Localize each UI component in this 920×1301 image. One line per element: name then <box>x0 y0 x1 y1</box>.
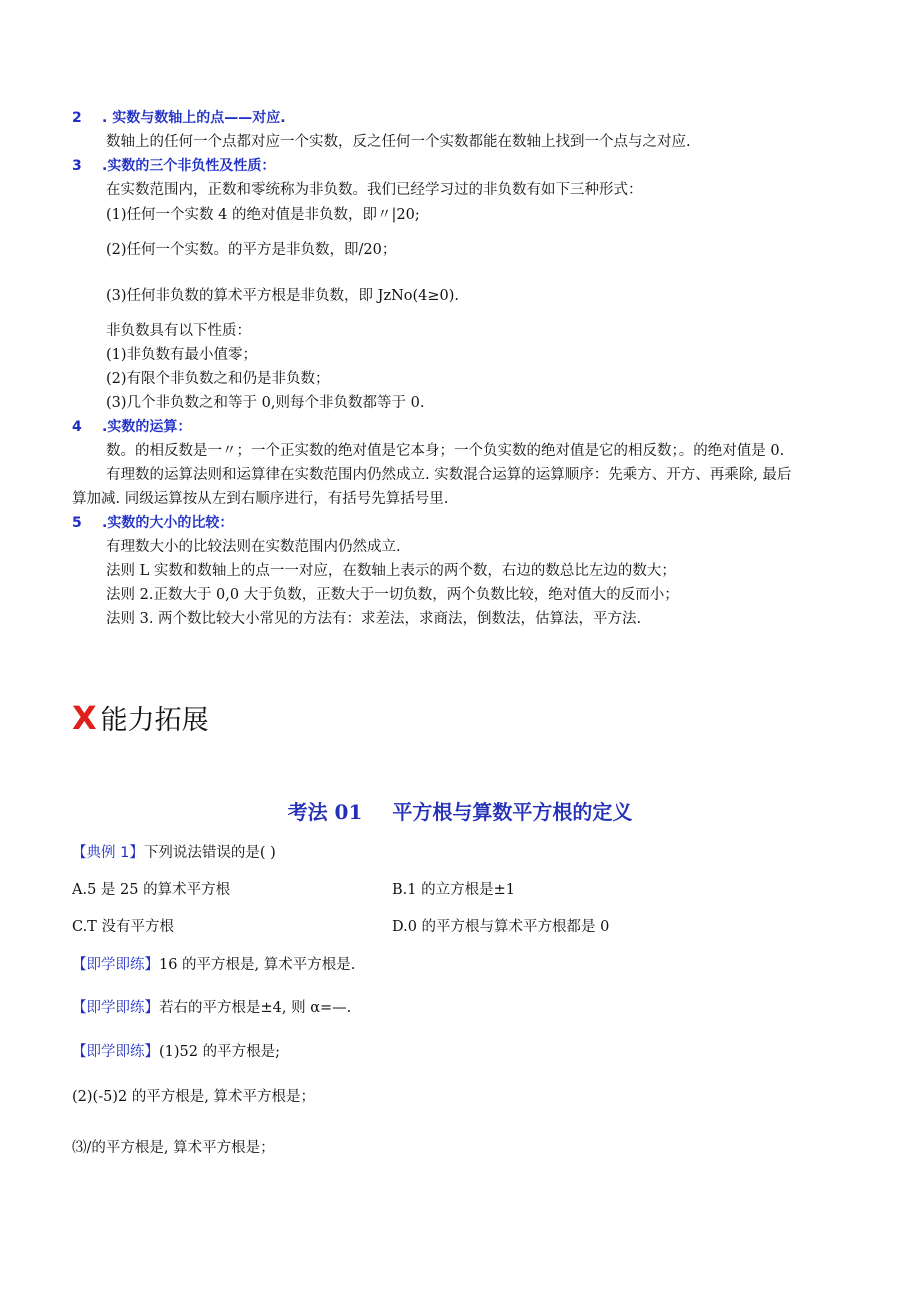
practice-tag: 【即学即练】 <box>72 957 159 973</box>
option-c: C.T 没有平方根 <box>72 919 174 935</box>
section-3-text: (3)任何非负数的算术平方根是非负数，即 JzNo(4≥0). <box>106 288 460 304</box>
section-3-text: 非负数具有以下性质： <box>106 323 251 339</box>
section-5-text: 法则 2.正数大于 0,0 大于负数，正数大于一切负数，两个负数比较，绝对值大的反而小； <box>106 587 679 603</box>
section-5-text: 法则 L 实数和数轴上的点一一对应，在数轴上表示的两个数，右边的数总比左边的数大； <box>106 563 676 579</box>
section-title: . 实数与数轴上的点——对应. <box>102 110 286 126</box>
section-3-heading <box>72 156 275 176</box>
section-number: 3 <box>72 158 82 174</box>
practice-subitem: ⑶/的平方根是, 算术平方根是； <box>72 1140 275 1156</box>
practice-tag: 【即学即练】 <box>72 1044 159 1060</box>
section-2-heading <box>72 108 286 128</box>
practice-text: 若右的平方根是±4, 则 α=—. <box>159 1000 352 1016</box>
section-3-text: (3)几个非负数之和等于 0,则每个非负数都等于 0. <box>106 395 425 411</box>
section-5-heading <box>72 513 233 533</box>
kaofa-title <box>0 798 920 826</box>
section-3-text: (1)任何一个实数 4 的绝对值是非负数，即〃|20; <box>106 207 420 223</box>
example-tag: 【典例 1】 <box>72 845 144 861</box>
section-3-text: (1)非负数有最小值零； <box>106 347 258 363</box>
option-b: B.1 的立方根是±1 <box>392 882 515 898</box>
practice-subitem: (2)(-5)2 的平方根是, 算术平方根是； <box>72 1089 316 1105</box>
section-number: 4 <box>72 419 82 435</box>
ability-section-label: 能力拓展 <box>100 705 209 736</box>
example-question <box>72 843 276 863</box>
example-text: 下列说法错误的是( ) <box>143 845 276 861</box>
practice-item <box>72 998 351 1018</box>
section-title: .实数的大小的比较： <box>102 515 234 531</box>
practice-text: (1)52 的平方根是; <box>159 1044 280 1060</box>
section-title: .实数的运算： <box>102 419 192 435</box>
section-2-text: 数轴上的任何一个点都对应一个实数，反之任何一个实数都能在数轴上找到一个点与之对应. <box>106 134 691 150</box>
section-5-text: 法则 3. 两个数比较大小常见的方法有：求差法，求商法，倒数法，估算法，平方法. <box>106 611 642 627</box>
kaofa-label: 考法 01 <box>287 800 363 824</box>
kaofa-heading: 平方根与算数平方根的定义 <box>392 800 633 824</box>
section-4-text: 有理数的运算法则和运算律在实数范围内仍然成立. 实数混合运算的运算顺序：先乘方、开方、再乘除, 最后 <box>106 467 792 483</box>
practice-tag: 【即学即练】 <box>72 1000 159 1016</box>
section-number: 5 <box>72 515 82 531</box>
section-3-text: 在实数范围内，正数和零统称为非负数。我们已经学习过的非负数有如下三种形式： <box>106 182 643 198</box>
section-4-text: 数。的相反数是一〃；一个正实数的绝对值是它本身；一个负实数的绝对值是它的相反数；。的绝对值是 0. <box>106 443 785 459</box>
section-4-heading <box>72 417 191 437</box>
option-d: D.0 的平方根与算术平方根都是 0 <box>392 919 610 935</box>
ability-section-title <box>72 700 209 739</box>
practice-item <box>72 1042 280 1062</box>
option-a: A.5 是 25 的算术平方根 <box>72 882 231 898</box>
section-4-text: 算加减. 同级运算按从左到右顺序进行，有括号先算括号里. <box>72 491 449 507</box>
section-number: 2 <box>72 110 82 126</box>
section-title: .实数的三个非负性及性质： <box>102 158 276 174</box>
practice-item <box>72 955 355 975</box>
practice-text: 16 的平方根是, 算术平方根是. <box>159 957 356 973</box>
section-5-text: 有理数大小的比较法则在实数范围内仍然成立. <box>106 539 401 555</box>
section-3-text: (2)任何一个实数。的平方是非负数，即/20； <box>106 242 397 258</box>
x-mark-icon: X <box>72 699 97 737</box>
section-3-text: (2)有限个非负数之和仍是非负数； <box>106 371 330 387</box>
